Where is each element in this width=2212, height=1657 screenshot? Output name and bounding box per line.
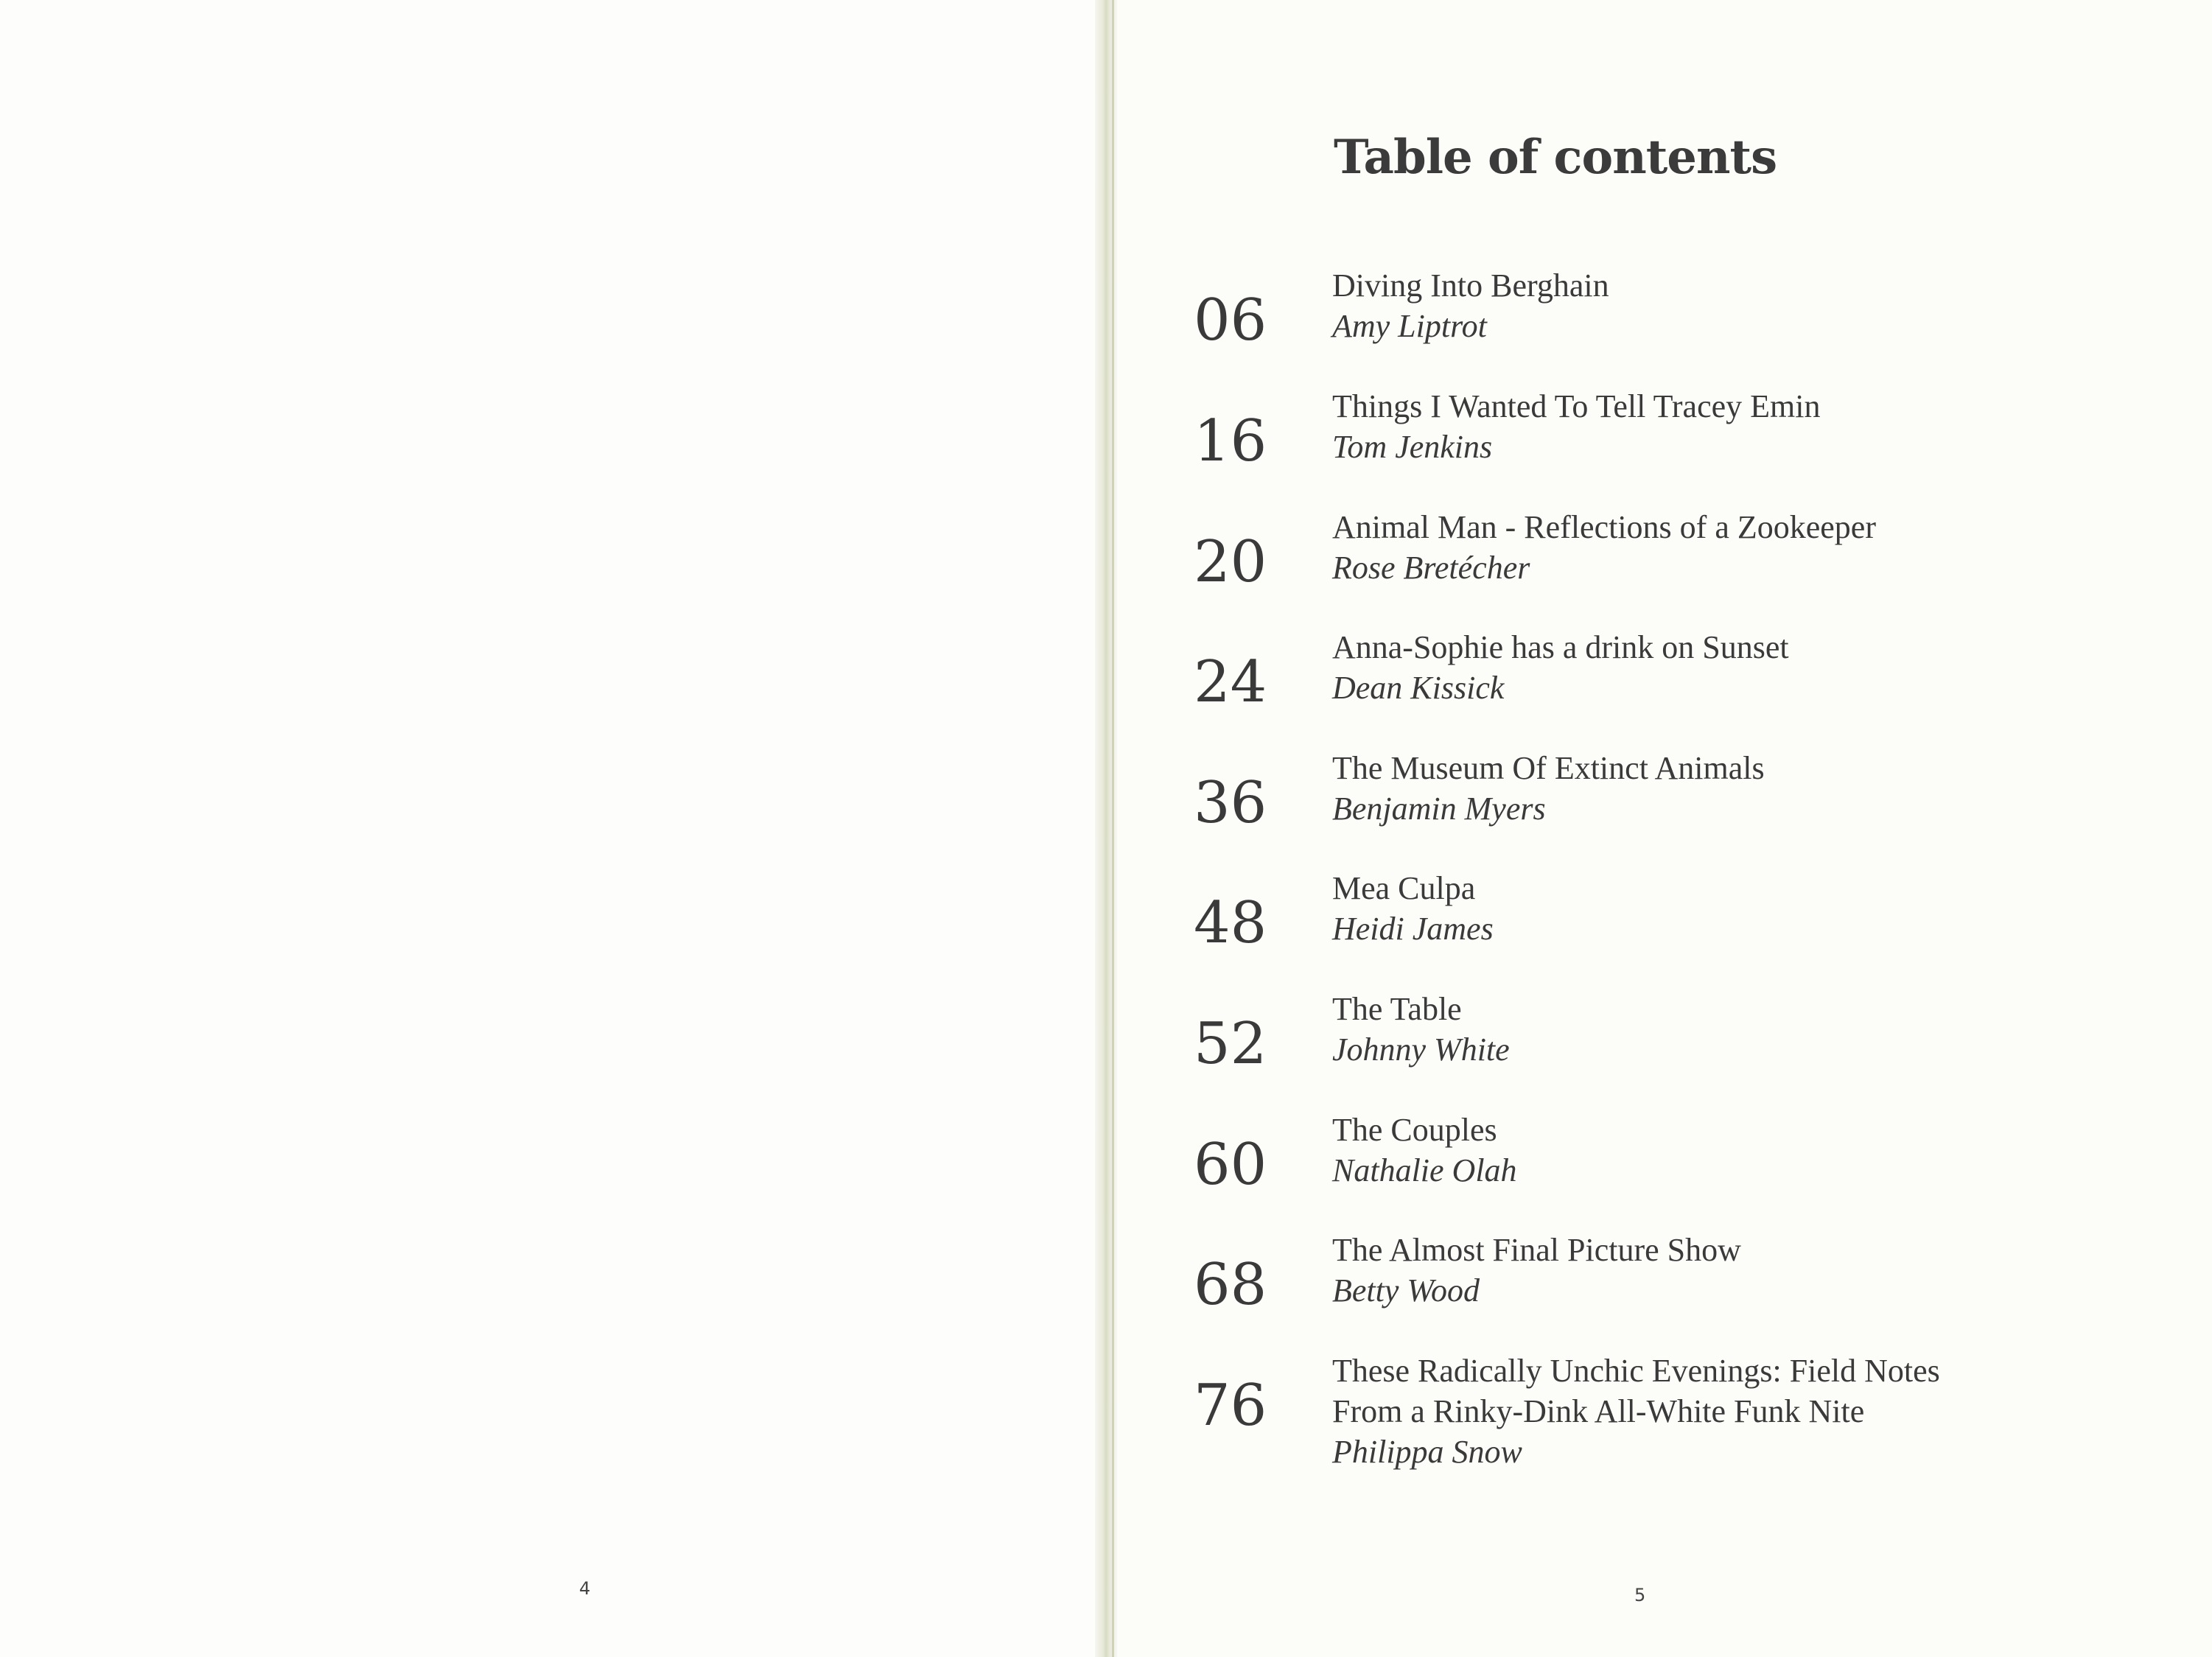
toc-entry-text	[1332, 1351, 2062, 1472]
toc-entry-author: Johnny White	[1332, 1031, 1510, 1068]
toc-entry-text	[1332, 627, 2062, 708]
gutter-fold	[1112, 0, 1114, 1657]
right-page-number: 5	[1634, 1585, 1646, 1605]
toc-entry-author: Heidi James	[1332, 911, 1494, 947]
toc-entry	[1194, 507, 2063, 595]
toc-entry-text	[1332, 1110, 2062, 1191]
toc-page-number: 76	[1194, 1373, 1267, 1439]
toc-entry-author: Nathalie Olah	[1332, 1152, 1517, 1188]
toc-entry-text	[1332, 507, 2062, 588]
toc-entry-text	[1332, 868, 2062, 949]
toc-entry-author: Dean Kissick	[1332, 670, 1505, 706]
toc-entry-author: Philippa Snow	[1332, 1434, 1522, 1470]
toc-entry-title: The Table	[1332, 991, 1462, 1027]
toc-entry	[1194, 989, 2063, 1077]
toc-entry	[1194, 1110, 2063, 1198]
toc-entry-author: Rose Bretécher	[1332, 550, 1530, 586]
toc-page-number: 20	[1194, 529, 1267, 595]
toc-entry-author: Betty Wood	[1332, 1272, 1480, 1309]
toc-entry-text	[1332, 386, 2062, 467]
toc-page-number: 16	[1194, 408, 1267, 474]
toc-entry-title: Things I Wanted To Tell Tracey Emin	[1332, 388, 1821, 424]
toc-page-number: 60	[1194, 1132, 1267, 1198]
toc-entry-author: Amy Liptrot	[1332, 308, 1487, 344]
toc-entry	[1194, 386, 2063, 474]
toc-page-number: 52	[1194, 1011, 1267, 1077]
toc-entry-title-line-1: These Radically Unchic Evenings: Field Notes	[1332, 1353, 1940, 1389]
toc-entry-title-line-2: From a Rinky-Dink All-White Funk Nite	[1332, 1393, 1865, 1429]
left-page	[0, 0, 1105, 1657]
left-page-number: 4	[579, 1578, 591, 1599]
toc-entry-title: The Almost Final Picture Show	[1332, 1232, 1741, 1268]
toc-entry-title: The Couples	[1332, 1112, 1497, 1148]
toc-entry	[1194, 1351, 2063, 1483]
toc-page-number: 36	[1194, 770, 1267, 836]
toc-entry-author: Tom Jenkins	[1332, 429, 1493, 465]
toc-entry	[1194, 868, 2063, 956]
toc-page-number: 24	[1194, 649, 1267, 715]
toc-entry	[1194, 748, 2063, 836]
toc-entry	[1194, 1230, 2063, 1318]
toc-entry-text	[1332, 265, 2062, 346]
toc-page-number: 68	[1194, 1252, 1267, 1318]
toc-entry-title: The Museum Of Extinct Animals	[1332, 750, 1765, 786]
toc-entry-title: Diving Into Berghain	[1332, 267, 1609, 304]
toc-entry-title: Mea Culpa	[1332, 870, 1476, 906]
toc-page-number: 06	[1194, 287, 1267, 354]
toc-heading: Table of contents	[1334, 130, 1777, 185]
toc-entry-text	[1332, 1230, 2062, 1311]
toc-page-number: 48	[1194, 890, 1267, 956]
toc-entry-text	[1332, 748, 2062, 829]
toc-entry-author: Benjamin Myers	[1332, 791, 1546, 827]
toc-entry-title: Anna-Sophie has a drink on Sunset	[1332, 629, 1789, 665]
toc-entry	[1194, 265, 2063, 354]
toc-entry-title: Animal Man - Reflections of a Zookeeper	[1332, 509, 1876, 545]
toc-entry	[1194, 627, 2063, 715]
toc-entry-text	[1332, 989, 2062, 1070]
